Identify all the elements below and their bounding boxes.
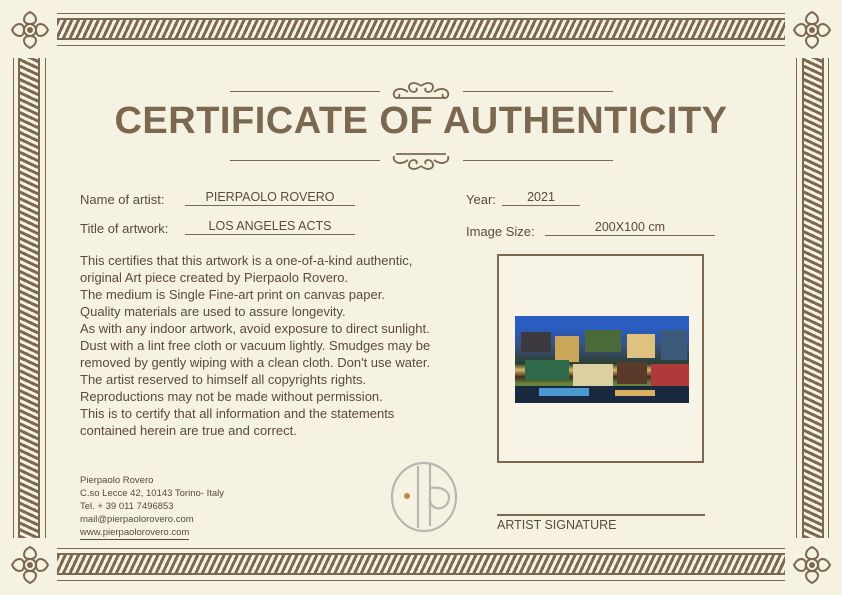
artwork-thumbnail [515, 316, 689, 403]
certificate-title: CERTIFICATE OF AUTHENTICITY [114, 100, 728, 142]
bottom-outer-line [57, 580, 785, 581]
statement-line: Quality materials are used to assure longevity. [80, 304, 346, 319]
year-value: 2021 [502, 190, 580, 206]
title-top-right-rule [463, 91, 613, 92]
statement-line: The artist reserved to himself all copyrights rights. [80, 372, 367, 387]
artist-name-value: PIERPAOLO ROVERO [185, 190, 355, 206]
bottom-inner-line [57, 548, 785, 549]
statement-line: This certifies that this artwork is a one-of-a-kind authentic, [80, 253, 413, 268]
title-bottom-right-rule [463, 160, 613, 161]
artist-signature-label: ARTIST SIGNATURE [497, 518, 617, 532]
artist-logo-seal-icon [387, 460, 461, 534]
certificate-statement [80, 252, 480, 439]
top-outer-line [57, 13, 785, 14]
title-top-left-rule [230, 91, 380, 92]
contact-phone: Tel. + 39 011 7496853 [80, 501, 174, 512]
statement-line: Dust with a lint free cloth or vacuum lightly. Smudges may be [80, 338, 431, 353]
statement-line: This is to certify that all information and the statements [80, 406, 395, 421]
statement-line: original Art piece created by Pierpaolo Rovero. [80, 270, 349, 285]
top-flourish-icon [386, 80, 456, 102]
corner-ornament-icon [790, 543, 834, 587]
corner-ornament-icon [8, 8, 52, 52]
bottom-flourish-icon [386, 150, 456, 172]
artwork-title-value: LOS ANGELES ACTS [185, 219, 355, 235]
corner-ornament-icon [790, 8, 834, 52]
statement-line: As with any indoor artwork, avoid exposure to direct sunlight. [80, 321, 430, 336]
statement-line: contained herein are true and correct. [80, 423, 297, 438]
statement-line: Reproductions may not be made without permission. [80, 389, 383, 404]
top-inner-line [57, 45, 785, 46]
signature-line [497, 514, 705, 516]
contact-website-link[interactable]: www.pierpaolorovero.com [80, 527, 190, 538]
corner-ornament-icon [8, 543, 52, 587]
statement-line: The medium is Single Fine-art print on canvas paper. [80, 287, 385, 302]
bottom-rope-border [57, 553, 785, 575]
year-label: Year: [466, 192, 496, 207]
top-rope-border [57, 18, 785, 40]
image-size-label: Image Size: [466, 224, 535, 239]
artist-name-label: Name of artist: [80, 192, 165, 207]
artwork-title-label: Title of artwork: [80, 221, 169, 236]
contact-address: C.so Lecce 42, 10143 Torino- Italy [80, 488, 224, 499]
contact-name: Pierpaolo Rovero [80, 475, 154, 486]
artwork-frame [497, 254, 704, 463]
contact-block [80, 474, 224, 540]
title-bottom-left-rule [230, 160, 380, 161]
image-size-value: 200X100 cm [545, 220, 715, 236]
contact-email[interactable]: mail@pierpaolorovero.com [80, 514, 194, 525]
statement-line: removed by gently wiping with a clean cloth. Don't use water. [80, 355, 431, 370]
